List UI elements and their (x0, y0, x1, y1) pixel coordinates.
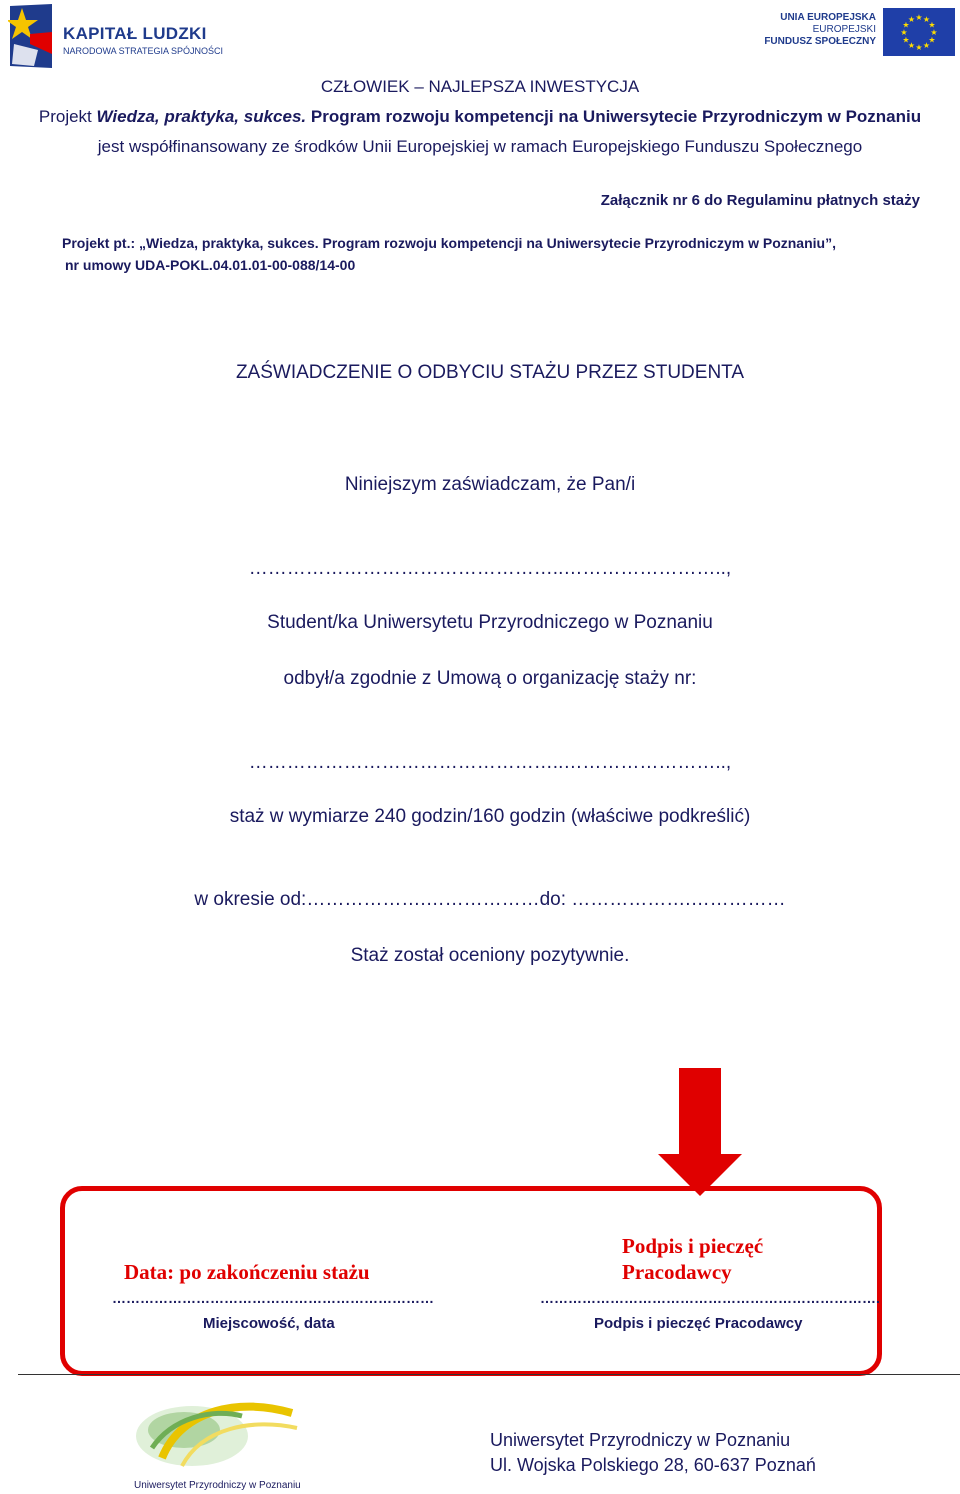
eu-star-icon: ★ (907, 40, 916, 50)
university-logo-caption: Uniwersytet Przyrodniczy w Poznaniu (134, 1480, 301, 1491)
signature-note-line-2: Pracodawcy (622, 1260, 732, 1284)
intro-text: Niniejszym zaświadczam, że Pan/i (344, 474, 636, 495)
document-title: ZAŚWIADCZENIE O ODBYCIU STAŻU PRZEZ STUDENTA (235, 362, 745, 383)
slogan: CZŁOWIEK – NAJLEPSZA INWESTYCJA (320, 77, 640, 96)
eu-line-2: EUROPEJSKI (812, 24, 876, 35)
cofinance-note: jest współfinansowany ze środków Unii Europejskiej w ramach Europejskiego Funduszu Społecznego (97, 137, 863, 156)
eu-star-icon: ★ (902, 20, 910, 30)
eu-logo-text (746, 12, 876, 48)
eu-star-icon: ★ (900, 28, 908, 37)
eu-star-icon: ★ (928, 20, 936, 30)
period-line: w okresie od:……………….………………do: ……………….…………… (194, 889, 786, 910)
project-program: Program rozwoju kompetencji na Uniwersytecie Przyrodniczym w Poznaniu (306, 107, 922, 126)
hours-line: staż w wymiarze 240 godzin/160 godzin (właściwe podkreślić) (229, 806, 751, 827)
contract-number: nr umowy UDA-POKL.04.01.01-00-088/14-00 (65, 257, 356, 273)
agreement-line: odbył/a zgodnie z Umową o organizację staży nr: (283, 668, 697, 689)
kapital-ludzki-logo (8, 4, 224, 68)
address-line-2: Ul. Wojska Polskiego 28, 60-637 Poznań (490, 1455, 816, 1475)
assessment-line: Staż został oceniony pozytywnie. (350, 945, 630, 966)
signature-caption: Podpis i pieczęć Pracodawcy (594, 1315, 803, 1332)
annex-label: Załącznik nr 6 do Regulaminu płatnych staży (600, 192, 920, 209)
place-date-field: …………………………………………………………… (112, 1290, 434, 1306)
eu-star-icon: ★ (915, 43, 923, 52)
footer-divider (18, 1374, 960, 1375)
arrow-down-icon (658, 1068, 742, 1196)
number-blank: …………………………………………..…………………….., (248, 752, 732, 773)
eu-star-icon: ★ (922, 40, 931, 50)
kapital-ludzki-emblem-icon (8, 4, 56, 68)
place-date-caption: Miejscowość, data (203, 1315, 335, 1332)
eu-star-icon: ★ (922, 15, 931, 25)
university-emblem-icon (122, 1388, 312, 1480)
eu-line-3: FUNDUSZ SPOŁECZNY (764, 36, 876, 47)
signature-field: ………………………………………………………………. (540, 1290, 880, 1306)
eu-line-1: UNIA EUROPEJSKA (780, 12, 876, 23)
date-note: Data: po zakończeniu stażu (124, 1260, 370, 1284)
name-blank: …………………………………………..…………………….., (248, 558, 732, 579)
university-logo (122, 1388, 312, 1493)
project-prefix: Projekt (38, 107, 97, 126)
project-header (0, 107, 960, 127)
kapital-ludzki-subtitle: NARODOWA STRATEGIA SPÓJNOŚCI (63, 46, 224, 56)
address-line-1: Uniwersytet Przyrodniczy w Poznaniu (490, 1430, 791, 1450)
eu-star-icon: ★ (902, 35, 910, 45)
eu-star-icon: ★ (930, 28, 938, 37)
project-name: Wiedza, praktyka, sukces. (96, 107, 307, 126)
student-line: Student/ka Uniwersytetu Przyrodniczego w Poznaniu (267, 612, 713, 633)
signature-note-line-1: Podpis i pieczęć (622, 1234, 764, 1258)
project-title-line: Projekt pt.: „Wiedza, praktyka, sukces. Program rozwoju kompetencji na Uniwersytecie Przyrodniczym w Poznaniu”, (62, 235, 836, 251)
eu-star-icon: ★ (915, 13, 923, 22)
eu-flag-icon (883, 8, 955, 56)
eu-star-icon: ★ (928, 35, 936, 45)
kapital-ludzki-title: KAPITAŁ LUDZKI (63, 24, 207, 43)
eu-star-icon: ★ (907, 15, 916, 25)
